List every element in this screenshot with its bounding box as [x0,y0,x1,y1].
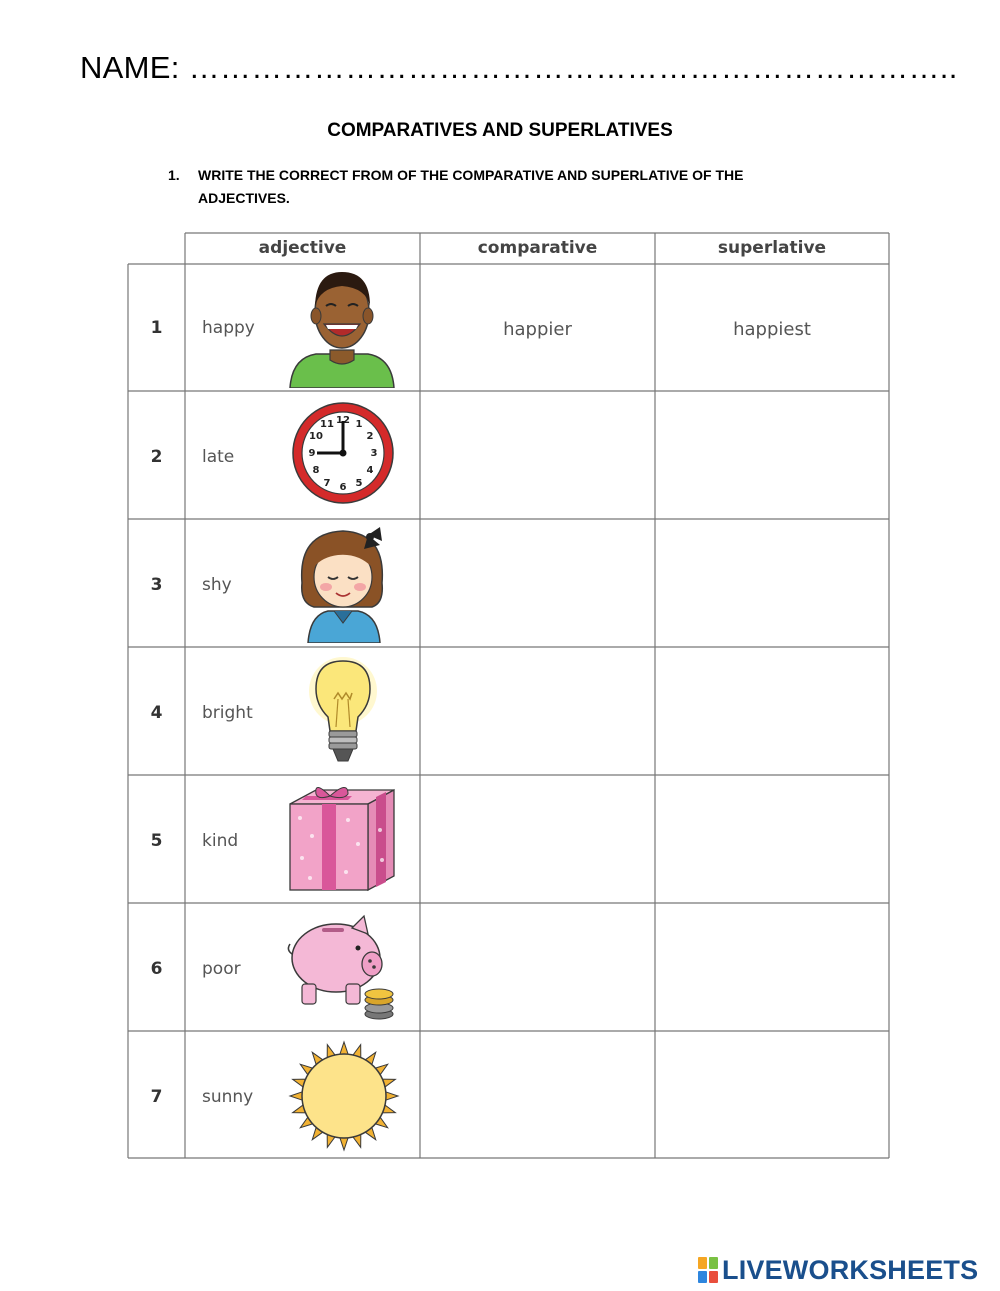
svg-text:1: 1 [355,419,363,430]
row-number: 5 [150,831,163,851]
svg-text:2: 2 [366,431,374,442]
light-bulb-icon [306,657,380,769]
svg-text:12: 12 [336,415,350,426]
sun-icon [288,1040,400,1152]
gift-box-icon [286,780,398,894]
adjective-label: kind [202,831,239,851]
smiling-boy-icon [286,266,398,388]
piggy-bank-icon [286,912,398,1022]
svg-text:11: 11 [320,419,334,430]
worksheet-title: COMPARATIVES AND SUPERLATIVES [327,120,673,141]
adjective-label: sunny [202,1087,254,1107]
svg-text:10: 10 [309,431,323,442]
svg-text:8: 8 [312,465,320,476]
comparative-answer[interactable]: happier [503,319,572,340]
svg-text:7: 7 [323,478,331,489]
row-number: 6 [150,959,163,979]
column-header-superlative: superlative [717,238,827,258]
svg-text:3: 3 [370,448,378,459]
column-header-comparative: comparative [477,238,598,258]
svg-text:4: 4 [366,465,374,476]
clock-icon [290,401,396,505]
superlative-answer[interactable]: happiest [733,319,811,340]
logo-text: LIVEWORKSHEETS [722,1254,979,1285]
row-number: 7 [150,1087,163,1107]
adjective-label: happy [202,318,255,338]
row-number: 3 [150,575,163,595]
adjective-label: poor [202,959,241,979]
instruction-number: 1. [168,167,180,183]
svg-text:6: 6 [339,482,347,493]
adjective-label: shy [202,575,232,595]
adjective-label: late [202,447,235,467]
name-field[interactable]: NAME: ……………………………………………………………….. [80,50,958,85]
instruction-text: WRITE THE CORRECT FROM OF THE COMPARATIVE AND SUPERLATIVE OF THE ADJECTIVES. [198,167,744,206]
logo-squares-icon [698,1257,718,1283]
column-header-adjective: adjective [258,238,347,258]
row-number: 2 [150,447,163,467]
adjective-label: bright [202,703,253,723]
liveworksheets-logo [698,1255,978,1285]
row-number: 4 [150,703,163,723]
row-number: 1 [150,318,163,338]
shy-girl-icon [288,523,398,643]
svg-text:5: 5 [355,478,363,489]
svg-text:9: 9 [308,448,316,459]
